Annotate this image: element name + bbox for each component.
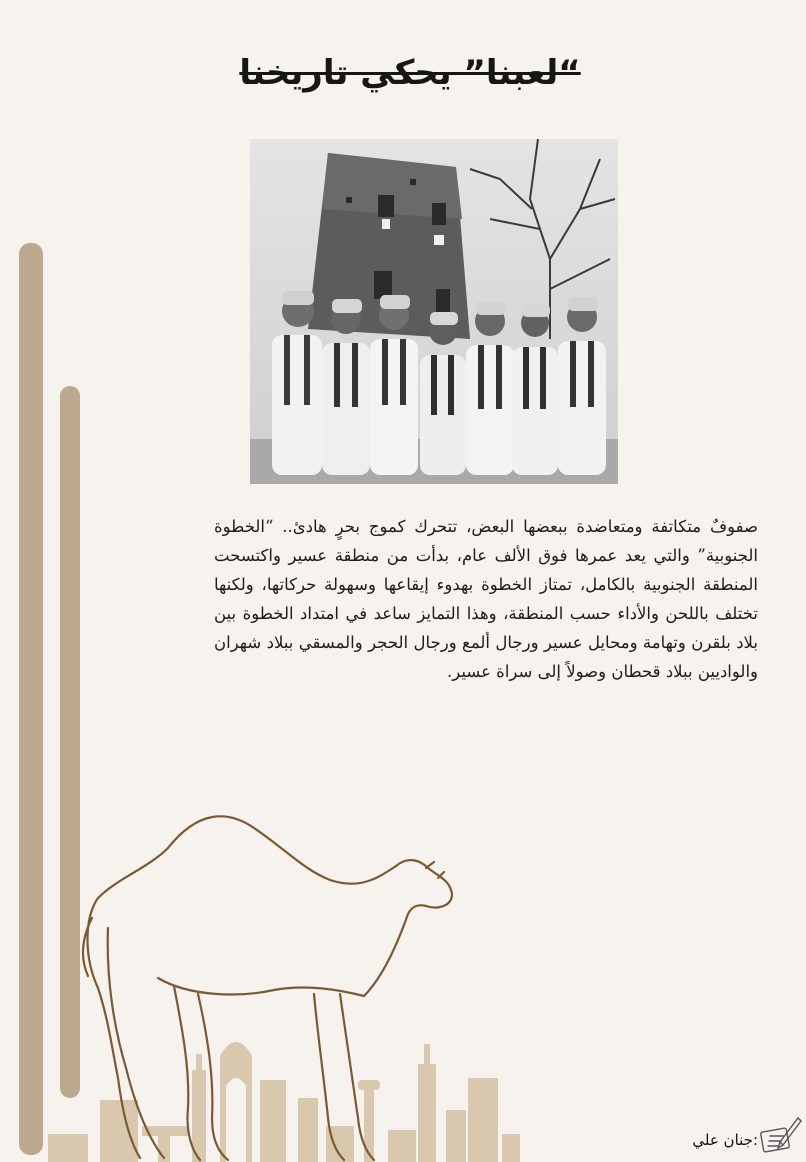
pen-writing-icon	[756, 1112, 802, 1156]
article-photo	[250, 139, 618, 484]
decorative-bar-right	[60, 386, 80, 1098]
article-title: “لعبنا” يحكي تاريخنا	[239, 53, 581, 93]
camel-outline-illustration	[78, 808, 458, 1162]
author-name: :جنان علي	[692, 1131, 758, 1149]
article-body: صفوفٌ متكاتفة ومتعاضدة ببعضها البعض، تتحرك كموج بحرٍ هادئ.. “الخطوة الجنوبية” والتي يعد عمرها فوق الألف عام، بدأت من منطقة عسير واكتسحت المنطقة الجنوبية بالكامل، تمتاز الخطوة بهدوء إيقاعها وسهولة حركاتها، ولكنها تختلف باللحن والأداء حسب المنطقة، وهذا التمايز ساعد في امتداد الخطوة بين بلاد بلقرن وتهامة ومحايل عسير ورجال ألمع ورجال الحجر والمسقي ببلاد شهران والواديين ببلاد قحطان وصولاً إلى سراة عسير.	[214, 517, 758, 681]
decorative-bar-left	[19, 243, 43, 1155]
